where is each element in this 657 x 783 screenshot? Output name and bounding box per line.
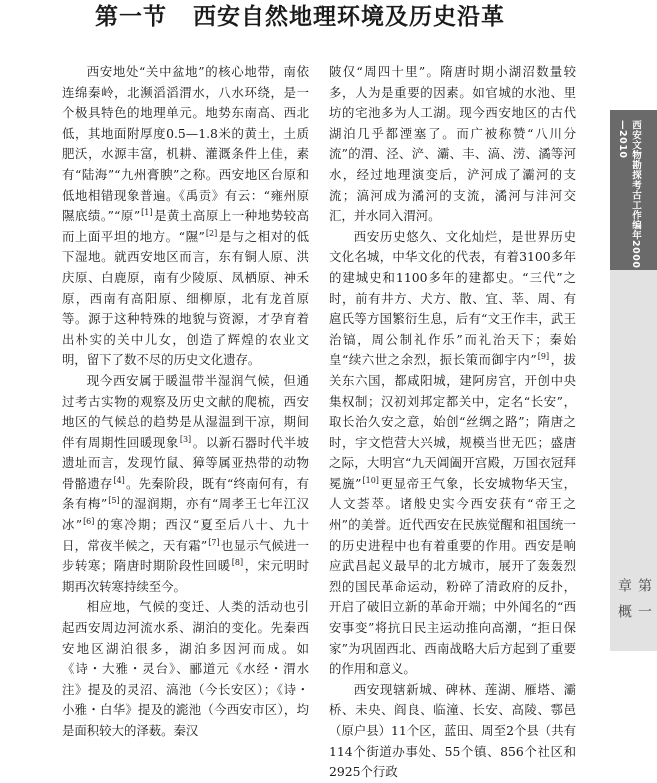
footnote-ref: [7] xyxy=(208,537,220,547)
footnote-ref: [10] xyxy=(362,475,379,485)
paragraph-districts: 西安现辖新城、碑林、莲湖、雁塔、灞桥、未央、阎良、临潼、长安、高陵、鄠邑（原户县）11个区，蓝田、周至2个县（共有114个街道办事处、55个镇、856个社区和2925个行政 xyxy=(329,681,576,780)
footnote-ref: [2] xyxy=(205,228,218,238)
paragraph-rivers: 相应地，气候的变迁、人类的活动也引起西安周边河流水系、湖泊的变化。先秦西安地区湖泊很多，湖泊多因河而成。如《诗・大雅・灵台》、郦道元《水经・渭水注》提及的灵沼、滈池（今长安区）；《诗・小雅・白华》提及的滮池（今西安市区），均是面积较大的泽薮。秦汉 xyxy=(62,599,309,738)
paragraph-lakes-cont: 陂仅“周四十里”。隋唐时期小湖沼数量较多，人为是重要的因素。如官城的水池、里坊的宅池多为人工湖。现今西安地区的古代湖泊几乎都湮塞了。而广被称赞“八川分流”的渭、泾、浐、灞、丰、滈、涝、潏等河水，经过地理演变后，浐河成了灞河的支流；滈河成为潏河的支流，潏河与沣河交汇，并水同入渭河。 xyxy=(329,64,576,224)
footnote-ref: [5] xyxy=(108,496,120,506)
page-title xyxy=(0,0,600,40)
paragraph-climate: 现今西安属于暖温带半湿润气候，但通过考古实物的观察及历史文献的爬梳，西安地区的气候总的趋势是从湿温到干凉，期间伴有周期性回暖现象[3]。以新石器时代半坡遗址而言，发现竹鼠、獐等属亚热带的动物骨骼遗存[4]。先秦阶段，既有“终南何有，有条有梅”[5]的湿润期，亦有“周孝王七年江汉冰”[6]的寒冷期；西汉“夏至后八十、九十日，常夜半候之，天有霜”[7]也显示气候进一步转寒；隋唐时期阶段性回暖[8]，宋元明时期再次转寒持续至今。 xyxy=(62,372,310,594)
section-number: 第一节 xyxy=(95,4,167,30)
footnote-ref: [9] xyxy=(537,352,550,362)
footnote-ref: [6] xyxy=(83,516,95,526)
chapter-label: 第一章概 xyxy=(616,578,652,630)
side-series-label xyxy=(610,110,657,270)
footnote-ref: [1] xyxy=(141,208,153,218)
series-title: 西安文物勘探考古工作编年2000—2010 xyxy=(617,120,641,269)
footnote-ref: [8] xyxy=(231,558,244,568)
section-title: 西安自然地理环境及历史沿革 xyxy=(193,4,505,30)
footnote-ref: [3] xyxy=(179,434,192,444)
left-column xyxy=(62,62,309,742)
right-column xyxy=(329,62,576,783)
paragraph-geography: 西安地处“关中盆地”的核心地带，南依连绵秦岭，北濒滔滔渭水，八水环绕，是一个极具特色的地理单元。地势东南高、西北低，其地面附厚度0.5—1.8米的黄土，土质肥沃，水源丰富，机耕、灌溉条件上佳，素有“陆海”“九州膏腴”之称。西安地区台原和低地相错现象普遍。《禹贡》有云：“雍州原隰底绩。”“原”[1]是黄土高原上一种地势较高而上面平坦的地方。“隰”[2]是与之相对的低下湿地。就西安地区而言，东有铜人原、洪庆原、白鹿原，南有少陵原、凤栖原、神禾原，西南有高阳原、细柳原，北有龙首原等。源于这种特殊的地貌与资源，才孕育着出朴实的关中儿女，创造了辉煌的农业文明，留下了数不尽的历史文化遗存。 xyxy=(62,64,310,368)
footnote-ref: [4] xyxy=(113,475,125,485)
paragraph-history: 西安历史悠久、文化灿烂，是世界历史文化名城，中华文化的代表，有着3100多年的建城史和1100多年的建都史。“三代”之时，前有井方、犬方、散、宜、莘、周、有扈氏等方国繁衍生息，后有“文王作丰，武王治镐，周公制礼作乐”而礼治天下；秦始皇“续六世之余烈，振长策而御宇内”[9]，拔关东六国，都咸阳城，建阿房宫，开创中央集权制；汉初刘邦定都关中，定名“长安”，取长治久安之意，始创“丝绸之路”；隋唐之时，宇文恺营大兴城，规模当世无匹；盛唐之际，大明宫“九天阊阖开宫殿，万国衣冠拜冕旒”[10]更显帝王气象，长安城物华天宝，人文荟萃。诸般史实今西安获有“帝王之州”的美誉。近代西安在民族觉醒和祖国统一的历史进程中也有着重要的作用。西安是响应武昌起义最早的北方城市，展开了轰轰烈烈的国民革命运动，粉碎了清政府的反扑，开启了破旧立新的革命开端；中外闻名的“西安事变”将抗日民主运动推向高潮，“拒日保家”为巩固西北、西南战略大后方起到了重要的作用和意义。 xyxy=(329,228,577,677)
